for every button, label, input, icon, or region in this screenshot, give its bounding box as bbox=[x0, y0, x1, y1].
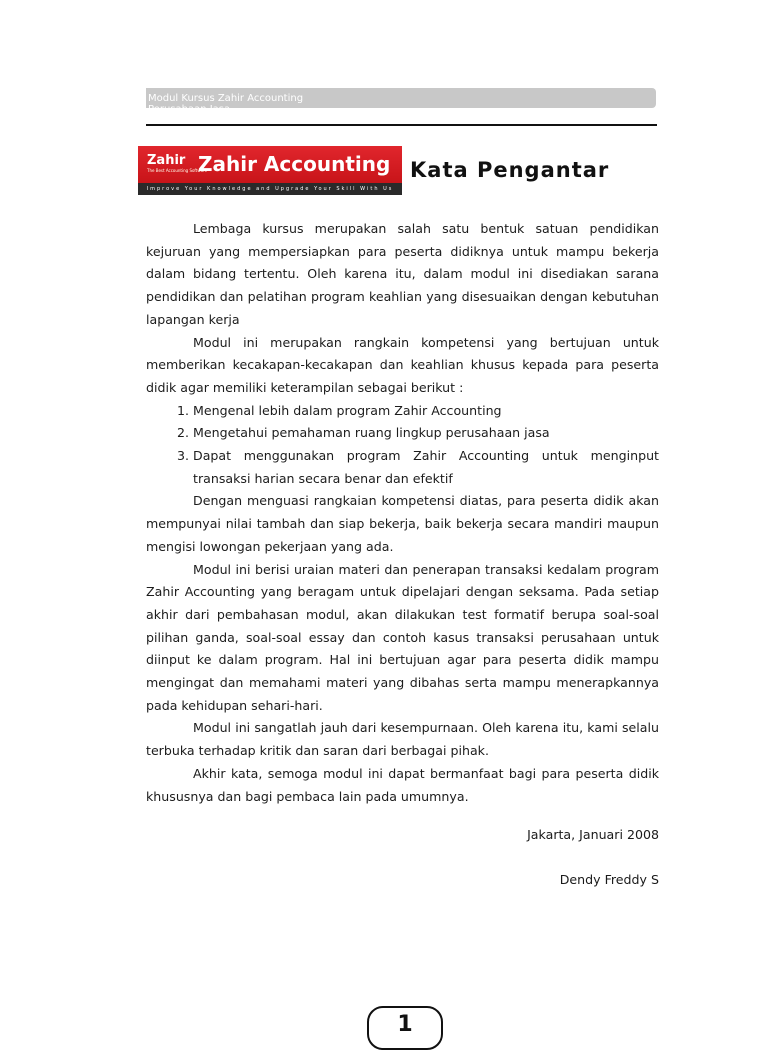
competency-list bbox=[146, 400, 659, 491]
header-module-subtitle: Perusahaan Jasa bbox=[148, 104, 231, 115]
logo-brand: Zahir bbox=[147, 153, 186, 168]
paragraph: Akhir kata, semoga modul ini dapat bermanfaat bagi para peserta didik khususnya dan bagi pembaca lain pada umumnya. bbox=[146, 765, 659, 804]
list-item: 3. Dapat menggunakan program Zahir Accounting untuk menginput transaksi harian secara benar dan efektif bbox=[193, 445, 659, 490]
running-header bbox=[146, 88, 656, 115]
logo-tagline: Improve Your Knowledge and Upgrade Your Skill With Us bbox=[138, 183, 402, 195]
paragraph: Modul ini berisi uraian materi dan penerapan transaksi kedalam program Zahir Accounting yang beragam untuk dipelajari dengan seksama. Pada setiap akhir dari pembahasan modul, akan dilakukan test formatif berupa soal-soal pilihan ganda, soal-soal essay dan contoh kasus transaksi perusahaan untuk diinput ke dalam program. Hal ini bertujuan agar para peserta didik mampu mengingat dan memahami materi yang dibahas serta mampu menerapkannya pada kehidupan sehari-hari. bbox=[146, 561, 659, 713]
paragraph: Modul ini sangatlah jauh dari kesempurnaan. Oleh karena itu, kami selalu terbuka terhadap kritik dan saran dari berbagai pihak. bbox=[146, 720, 659, 759]
paragraph: Modul ini merupakan rangkain kompetensi yang bertujuan untuk memberikan kecakapan-kecakapan dan keahlian khusus kepada para peserta didik agar memiliki keterampilan sebagai berikut : bbox=[146, 334, 659, 395]
logo-brand-sub: The Best Accounting Software bbox=[147, 168, 208, 173]
header-module-title: Modul Kursus Zahir Accounting bbox=[148, 93, 304, 104]
body-text bbox=[146, 218, 659, 808]
page-title: Kata Pengantar bbox=[410, 158, 610, 182]
page-number: 1 bbox=[367, 1006, 443, 1050]
paragraph: Dengan menguasi rangkaian kompetensi diatas, para peserta didik akan mempunyai nilai tambah dan siap bekerja, baik bekerja secara mandiri maupun mengisi lowongan pekerjaan yang ada. bbox=[146, 493, 659, 554]
list-item: 2. Mengetahui pemahaman ruang lingkup perusahaan jasa bbox=[193, 422, 659, 445]
list-item: 1. Mengenal lebih dalam program Zahir Accounting bbox=[193, 400, 659, 423]
paragraph: Lembaga kursus merupakan salah satu bentuk satuan pendidikan kejuruan yang mempersiapkan para peserta didiknya untuk mampu bekerja dalam bidang tertentu. Oleh karena itu, dalam modul ini disediakan sarana pendidikan dan pelatihan program keahlian yang disesuaikan dengan kebutuhan lapangan kerja bbox=[146, 221, 659, 327]
header-rule bbox=[146, 124, 657, 126]
author-name: Dendy Freddy S bbox=[559, 872, 659, 887]
logo-title: Zahir Accounting bbox=[198, 152, 391, 176]
place-date: Jakarta, Januari 2008 bbox=[527, 827, 659, 842]
zahir-logo bbox=[138, 146, 402, 195]
